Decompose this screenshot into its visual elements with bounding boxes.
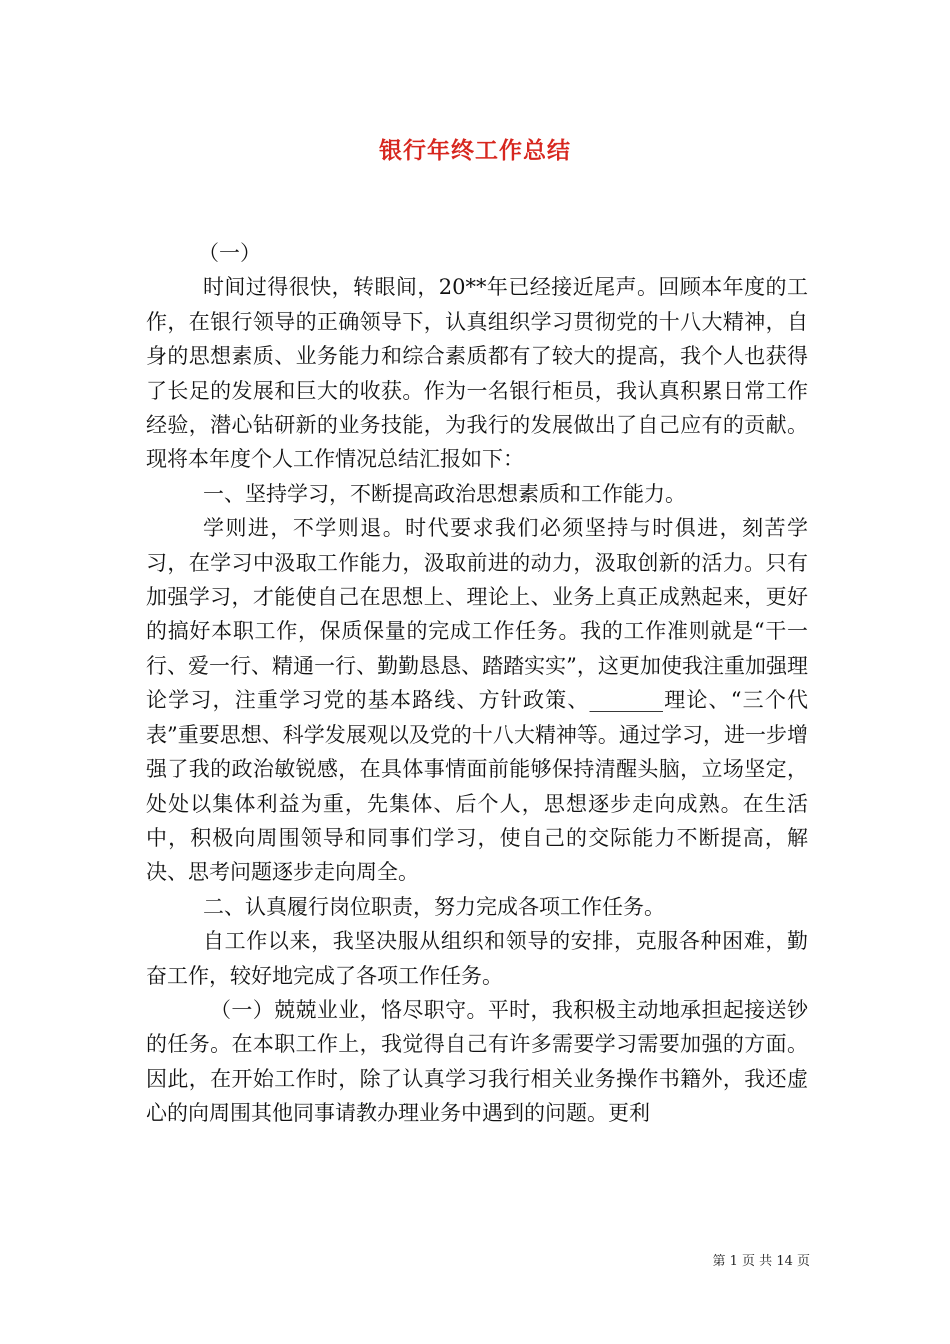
heading-section-2: 二、认真履行岗位职责，努力完成各项工作任务。	[203, 894, 665, 919]
document-title: 银行年终工作总结	[379, 137, 571, 164]
paragraph-subsection-1: （一）兢兢业业，恪尽职守。平时，我积极主动地承担起接送钞的任务。在本职工作上，我觉得自己有许多需要学习需要加强的方面。因此，在开始工作时，除了认真学习我行相关业务操作书籍外，我还虚心的向周围其他同事请教办理业务中遇到的问题。更利	[146, 997, 808, 1126]
paragraph-study: 学则进，不学则退。时代要求我们必须坚持与时俱进，刻苦学习，在学习中汲取工作能力，汲取前进的动力，汲取创新的活力。只有加强学习，才能使自己在思想上、理论上、业务上真正成熟起来，更好的搞好本职工作，保质保量的完成工作任务。我的工作准则就是“干一行、爱一行、精通一行、勤勤恳恳、踏踏实实”，这更加使我注重加强理论学习，注重学习党的基本路线、方针政策、_______理论、“三个代表”重要思想、科学发展观以及党的十八大精神等。通过学习，进一步增强了我的政治敏锐感，在具体事情面前能够保持清醒头脑，立场坚定，处处以集体利益为重，先集体、后个人，思想逐步走向成熟。在生活中，积极向周围领导和同事们学习，使自己的交际能力不断提高，解决、思考问题逐步走向周全。	[146, 516, 808, 885]
heading-section-1: 一、坚持学习，不断提高政治思想素质和工作能力。	[203, 481, 686, 506]
section-marker: （一）	[198, 241, 261, 265]
page-number: 第 1 页 共 14 页	[712, 1254, 810, 1269]
document-body	[146, 236, 808, 1131]
paragraph-intro: 时间过得很快，转眼间，20**年已经接近尾声。回顾本年度的工作，在银行领导的正确领导下，认真组织学习贯彻党的十八大精神，自身的思想素质、业务能力和综合素质都有了较大的提高，我个人也获得了长足的发展和巨大的收获。作为一名银行柜员，我认真积累日常工作经验，潜心钻研新的业务技能，为我行的发展做出了自己应有的贡献。现将本年度个人工作情况总结汇报如下：	[146, 275, 808, 472]
paragraph-duty: 自工作以来，我坚决服从组织和领导的安排，克服各种困难，勤奋工作，较好地完成了各项工作任务。	[146, 929, 808, 988]
